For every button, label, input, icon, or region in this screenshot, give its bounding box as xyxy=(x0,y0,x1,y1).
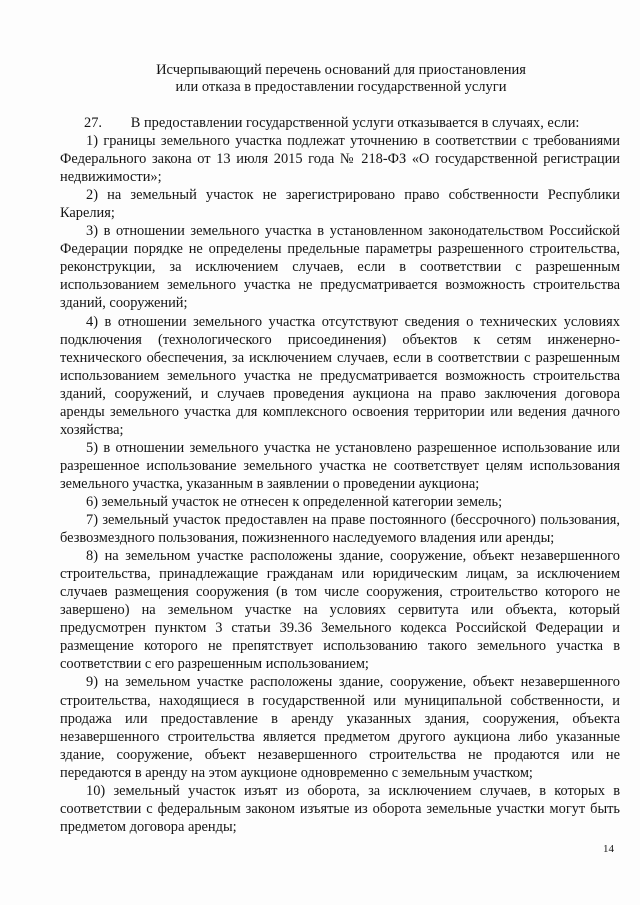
title-line-2: или отказа в предоставлении государственной услуги xyxy=(175,79,507,95)
list-item-10: 10) земельный участок изъят из оборота, за исключением случаев, в которых в соответствии с федеральным законом изъятые из оборота земельные участки могут быть предметом договора аренды; xyxy=(60,782,620,835)
section-title xyxy=(60,62,622,96)
page-number: 14 xyxy=(603,843,614,855)
list-item-7: 7) земельный участок предоставлен на праве постоянного (бессрочного) пользования, безвозмездного пользования, пожизненного наследуемого владения или аренды; xyxy=(60,512,620,547)
list-item-9: 9) на земельном участке расположены здание, сооружение, объект незавершенного строительства, находящиеся в государственной или муниципальной собственности, и продажа или предоставление в аренду указанных здания, сооружения, объекта незавершенного строительства является предметом другого аукциона либо указанные здание, сооружение, объект незавершенного строительства не продаются или не передаются в аренду на этом аукционе одновременно с земельным участком; xyxy=(60,674,620,781)
document-body xyxy=(60,114,620,836)
list-item-3: 3) в отношении земельного участка в установленном законодательством Российской Федерации порядке не определены предельные параметры разрешенного строительства, реконструкции, за исключением случаев, если в соответствии с разрешенным использованием земельного участка не предусматривается возможность строительства зданий, сооружений; xyxy=(60,223,620,312)
list-item-4: 4) в отношении земельного участка отсутствуют сведения о технических условиях подключения (технологического присоединения) объектов к сетям инженерно-технического обеспечения, за исключением случаев, если в соответствии с разрешенным использованием земельного участка не предусматривается возможность строительства зданий, сооружений, и случаев проведения аукциона на право заключения договора аренды земельного участка для комплексного освоения территории или ведения дачного хозяйства; xyxy=(60,313,620,438)
title-line-1: Исчерпывающий перечень оснований для приостановления xyxy=(156,62,526,78)
list-item-5: 5) в отношении земельного участка не установлено разрешенное использование или разрешенное использование земельного участка не соответствует целям использования земельного участка, указанным в заявлении о проведении аукциона; xyxy=(60,439,620,492)
paragraph-27-intro: 27. В предоставлении государственной услуги отказывается в случаях, если: xyxy=(84,115,580,131)
list-item-8: 8) на земельном участке расположены здание, сооружение, объект незавершенного строительства, принадлежащие гражданам или юридическим лицам, за исключением случаев размещения сооружения (в том числе сооружения, строительство которого не завершено) на земельном участке на условиях сервитута или объекта, который предусмотрен пунктом 3 статьи 39.36 Земельного кодекса Российской Федерации и размещение которого не препятствует использованию такого земельного участка в соответствии с его разрешенным использованием; xyxy=(60,548,620,673)
list-item-2: 2) на земельный участок не зарегистрировано право собственности Республики Карелия; xyxy=(60,187,620,222)
list-item-1: 1) границы земельного участка подлежат уточнению в соответствии с требованиями Федерального закона от 13 июля 2015 года № 218-ФЗ «О государственной регистрации недвижимости»; xyxy=(60,133,620,186)
list-item-6: 6) земельный участок не отнесен к определенной категории земель; xyxy=(86,493,503,510)
